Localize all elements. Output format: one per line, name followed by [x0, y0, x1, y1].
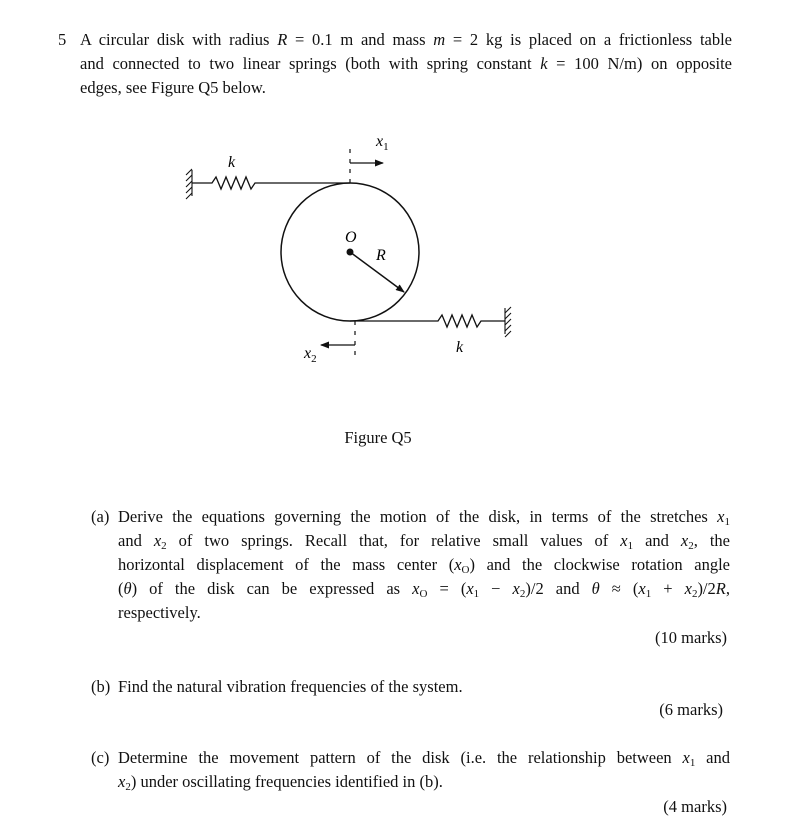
figure-caption: Figure Q5: [344, 428, 412, 447]
part-a-line-2: and $x_2$ of two springs. Recall that, for relative small values of $x_1$ and $x_2$, the: [118, 531, 730, 552]
label-x1: $x_1$: [376, 133, 389, 153]
part-c-marks: (4 marks): [663, 797, 727, 816]
part-b-marks: (6 marks): [659, 700, 723, 719]
part-c-label: (c): [91, 748, 110, 767]
math-symbol: x: [680, 531, 689, 550]
label-k-bottom: k: [456, 339, 464, 356]
label-x2: $x_2$: [304, 345, 317, 365]
math-symbol: x: [512, 579, 520, 598]
label-k-top: k: [228, 154, 236, 171]
math-subscript: O: [461, 564, 470, 576]
math-subscript: 1: [645, 588, 652, 600]
math-subscript: 1: [724, 516, 730, 528]
math-symbol: m: [433, 30, 446, 49]
math-symbol: θ: [591, 579, 600, 598]
part-a-marks: (10 marks): [655, 628, 727, 647]
part-a-line-4: (θ) of the disk can be expressed as $x_O = (x_1 - x_2)/2$ and $\theta \approx (x_1 + x_2)/2R$,: [118, 579, 730, 600]
math-subscript: 2: [125, 781, 131, 793]
math-symbol: x: [620, 531, 628, 550]
math-symbol: x: [682, 748, 690, 767]
math-symbol: x: [454, 555, 462, 574]
math-subscript: 2: [519, 588, 526, 600]
label-center: O: [345, 229, 357, 246]
part-c-line-1: Determine the movement pattern of the disk (i.e. the relationship between $x_1$ and: [118, 748, 731, 769]
part-c-line-2: $x_2$) under oscillating frequencies identified in (b).: [118, 772, 443, 793]
math-subscript: 2: [691, 588, 698, 600]
part-a-line-5: respectively.: [118, 603, 201, 622]
part-b-label: (b): [91, 677, 111, 696]
part-a-label: (a): [91, 507, 110, 526]
part-b-line-1: Find the natural vibration frequencies of the system.: [118, 677, 463, 696]
math-symbol: x: [684, 579, 692, 598]
math-symbol: x: [638, 579, 646, 598]
label-radius: R: [376, 247, 386, 264]
intro-line-1: A circular disk with radius R = 0.1 m and mass m = 2 kg is placed on a frictionless table: [80, 30, 733, 49]
math-symbol: x: [412, 579, 420, 598]
math-symbol: x: [153, 531, 162, 550]
math-symbol: x: [717, 507, 725, 526]
math-symbol: R: [715, 579, 726, 598]
math-symbol: θ: [123, 579, 132, 598]
math-subscript: 2: [161, 540, 167, 552]
part-a-line-3: horizontal displacement of the mass center $(x_O)$ and the clockwise rotation angle: [118, 555, 730, 576]
math-subscript: 2: [688, 540, 694, 552]
intro-line-3: edges, see Figure Q5 below.: [80, 78, 266, 97]
left-wall: [186, 169, 192, 199]
math-symbol: R: [277, 30, 288, 49]
math-subscript: 1: [689, 757, 696, 769]
math-subscript: 1: [473, 588, 480, 600]
intro-line-2: and connected to two linear springs (both with spring constant k = 100 N/m) on opposite: [80, 54, 732, 73]
math-subscript: O: [419, 588, 428, 600]
math-symbol: x: [466, 579, 474, 598]
math-symbol: k: [540, 54, 548, 73]
part-a-line-1: Derive the equations governing the motion of the disk, in terms of the stretches $x_1$: [118, 507, 730, 528]
math-symbol: x: [118, 772, 126, 791]
right-wall: [505, 307, 511, 337]
question-number: 5: [58, 30, 67, 49]
math-subscript: 1: [627, 540, 634, 552]
